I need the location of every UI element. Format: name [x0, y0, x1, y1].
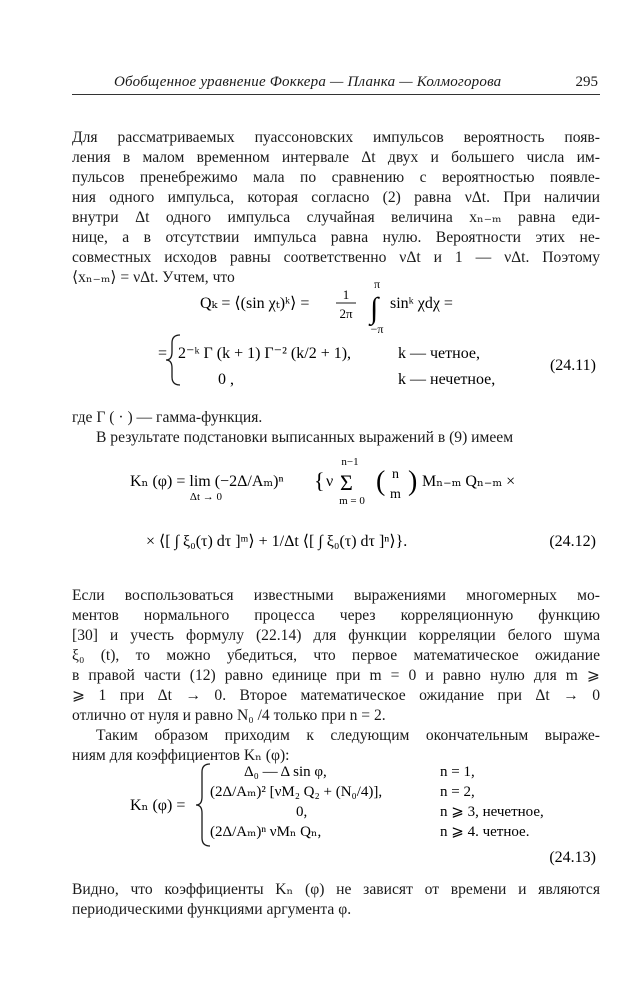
running-head: [72, 74, 600, 95]
text-line: ния одного импульса, которая согласно (2) равна νΔt. При наличии: [72, 189, 600, 206]
paren-open: (: [376, 466, 386, 497]
eq-k-line1-lhs: Kₙ (φ) = lim (−2Δ/Aₘ)ⁿ: [130, 473, 284, 490]
eq-number-24-13: (24.13): [549, 849, 596, 866]
text-line: Видно, что коэффициенты Kₙ (φ) не зависят от времени и являются: [72, 881, 600, 898]
eq-q-case2-expr: 0 ,: [218, 371, 234, 388]
paragraph-conclusion: [72, 726, 600, 766]
eq-q-int-upper: π: [373, 280, 381, 291]
text-line: ξ₀ (t), то можно убедиться, что первое математическое ожидание: [72, 647, 600, 664]
text-line: Если воспользоваться известными выражениями многомерных мо-: [72, 587, 600, 604]
eq-final-row3-cond: n ⩾ 3, нечетное,: [440, 804, 544, 820]
equation-24-11: [0, 280, 642, 405]
eq-q-case1-cond: k — четное,: [398, 345, 480, 362]
text-line: [30] и учесть формулу (22.14) для функции корреляции белого шума: [72, 627, 600, 644]
text-line: ⟨xₙ₋ₘ⟩ = νΔt. Учтем, что: [72, 269, 235, 286]
paren-close: ): [408, 466, 418, 497]
eq-number-24-12: (24.12): [549, 533, 596, 550]
eq-k-line2: × ⟨[ ∫ ξ₀(τ) dτ ]ᵐ⟩ + 1/Δt ⟨[ ∫ ξ₀(τ) dτ ]ⁿ⟩}.: [146, 533, 408, 550]
equation-24-12: [0, 448, 642, 583]
eq-final-row4-cond: n ⩾ 4. четное.: [440, 824, 530, 840]
sum-sign: Σ: [340, 470, 353, 495]
eq-k-line1-rest: Mₙ₋ₘ Qₙ₋ₘ ×: [422, 473, 516, 490]
text-line: ниям для коэффициентов Kₙ (φ):: [72, 747, 290, 764]
paragraph-periodic: [72, 880, 600, 920]
eq-final-row2-cond: n = 2,: [440, 784, 475, 800]
eq-q-case2-cond: k — нечетное,: [398, 371, 496, 388]
text-line: ⩾ 1 при Δt → 0. Второе математическое ожидание при Δt → 0: [72, 687, 600, 704]
text-line: пульсов пренебрежимо мала по сравнению с вероятностью появле-: [72, 169, 600, 186]
paragraph-poisson: [72, 128, 600, 288]
eq-q-int-lower: −π: [370, 322, 384, 336]
eq-final-row3-expr: 0,: [296, 804, 308, 820]
eq-final-lhs: Kₙ (φ) =: [130, 797, 186, 814]
text-line: Для рассматриваемых пуассоновских импульсов вероятность появ-: [72, 129, 600, 146]
eq-final-row4-expr: (2Δ/Aₘ)ⁿ νMₙ Qₙ,: [210, 824, 322, 840]
curly-brace-open: {: [314, 468, 325, 493]
text-line: ментов нормального процесса через корреляционную функцию: [72, 607, 600, 624]
binom-m: m: [390, 487, 401, 502]
nu-symbol: ν: [326, 473, 334, 490]
paragraph-substitution: [72, 428, 600, 448]
eq-final-row2-expr: (2Δ/Aₘ)² [νM₂ Q₂ + (N₀/4)],: [210, 784, 383, 800]
eq-k-sum-upper: n−1: [341, 456, 359, 468]
left-brace: [196, 764, 210, 846]
eq-final-row1-cond: n = 1,: [440, 764, 475, 780]
eq-final-row1-expr: Δ₀ — Δ sin φ,: [244, 764, 327, 780]
eq-k-sum-lower: m = 0: [339, 495, 365, 507]
text-line: В результате подстановки выписанных выражений в (9) имеем: [96, 429, 514, 446]
text-line: внутри Δt одного импульса случайная величина xₙ₋ₘ равна еди-: [72, 209, 600, 226]
page-number: 295: [575, 74, 598, 90]
integral-sign: ∫: [370, 292, 379, 325]
equation-24-13: [0, 762, 642, 872]
text-line: периодическими функциями аргумента φ.: [72, 901, 352, 918]
equals-sign: =: [158, 345, 168, 362]
text-line: нице, а в отсутствии импульса равна нулю. Вероятности этих не-: [72, 229, 600, 246]
eq-q-case1-expr: 2⁻ᵏ Γ (k + 1) Γ⁻² (k/2 + 1),: [178, 345, 352, 362]
text-line: в правой части (12) равно единице при m = 0 и равно нулю для m ⩾: [72, 667, 600, 684]
text-line: Таким образом приходим к следующим окончательным выраже-: [96, 727, 600, 744]
eq-q-frac-den: 2π: [339, 306, 353, 321]
eq-q-lhs: Qₖ = ⟨(sin χₜ)ᵏ⟩ =: [200, 295, 310, 312]
eq-q-frac-num: 1: [342, 287, 350, 302]
text-line: ления в малом временном интервале Δt двух и большего числа им-: [72, 149, 600, 166]
gamma-note: [72, 408, 600, 428]
eq-q-integrand: sinᵏ χdχ =: [390, 295, 453, 312]
text-line: совместных исходов равны соответственно νΔt и 1 — νΔt. Поэтому: [72, 249, 600, 266]
paragraph-moments: [72, 586, 600, 726]
running-title: Обобщенное уравнение Фоккера — Планка — Колмогорова: [114, 74, 502, 90]
text-line: отлично от нуля и равно N₀ /4 только при n = 2.: [72, 707, 386, 724]
binom-n: n: [392, 467, 399, 482]
eq-number-24-11: (24.11): [549, 357, 596, 374]
text-line: где Γ ( · ) — гамма-функция.: [72, 409, 263, 426]
eq-k-lim-sub: Δt → 0: [189, 491, 223, 503]
